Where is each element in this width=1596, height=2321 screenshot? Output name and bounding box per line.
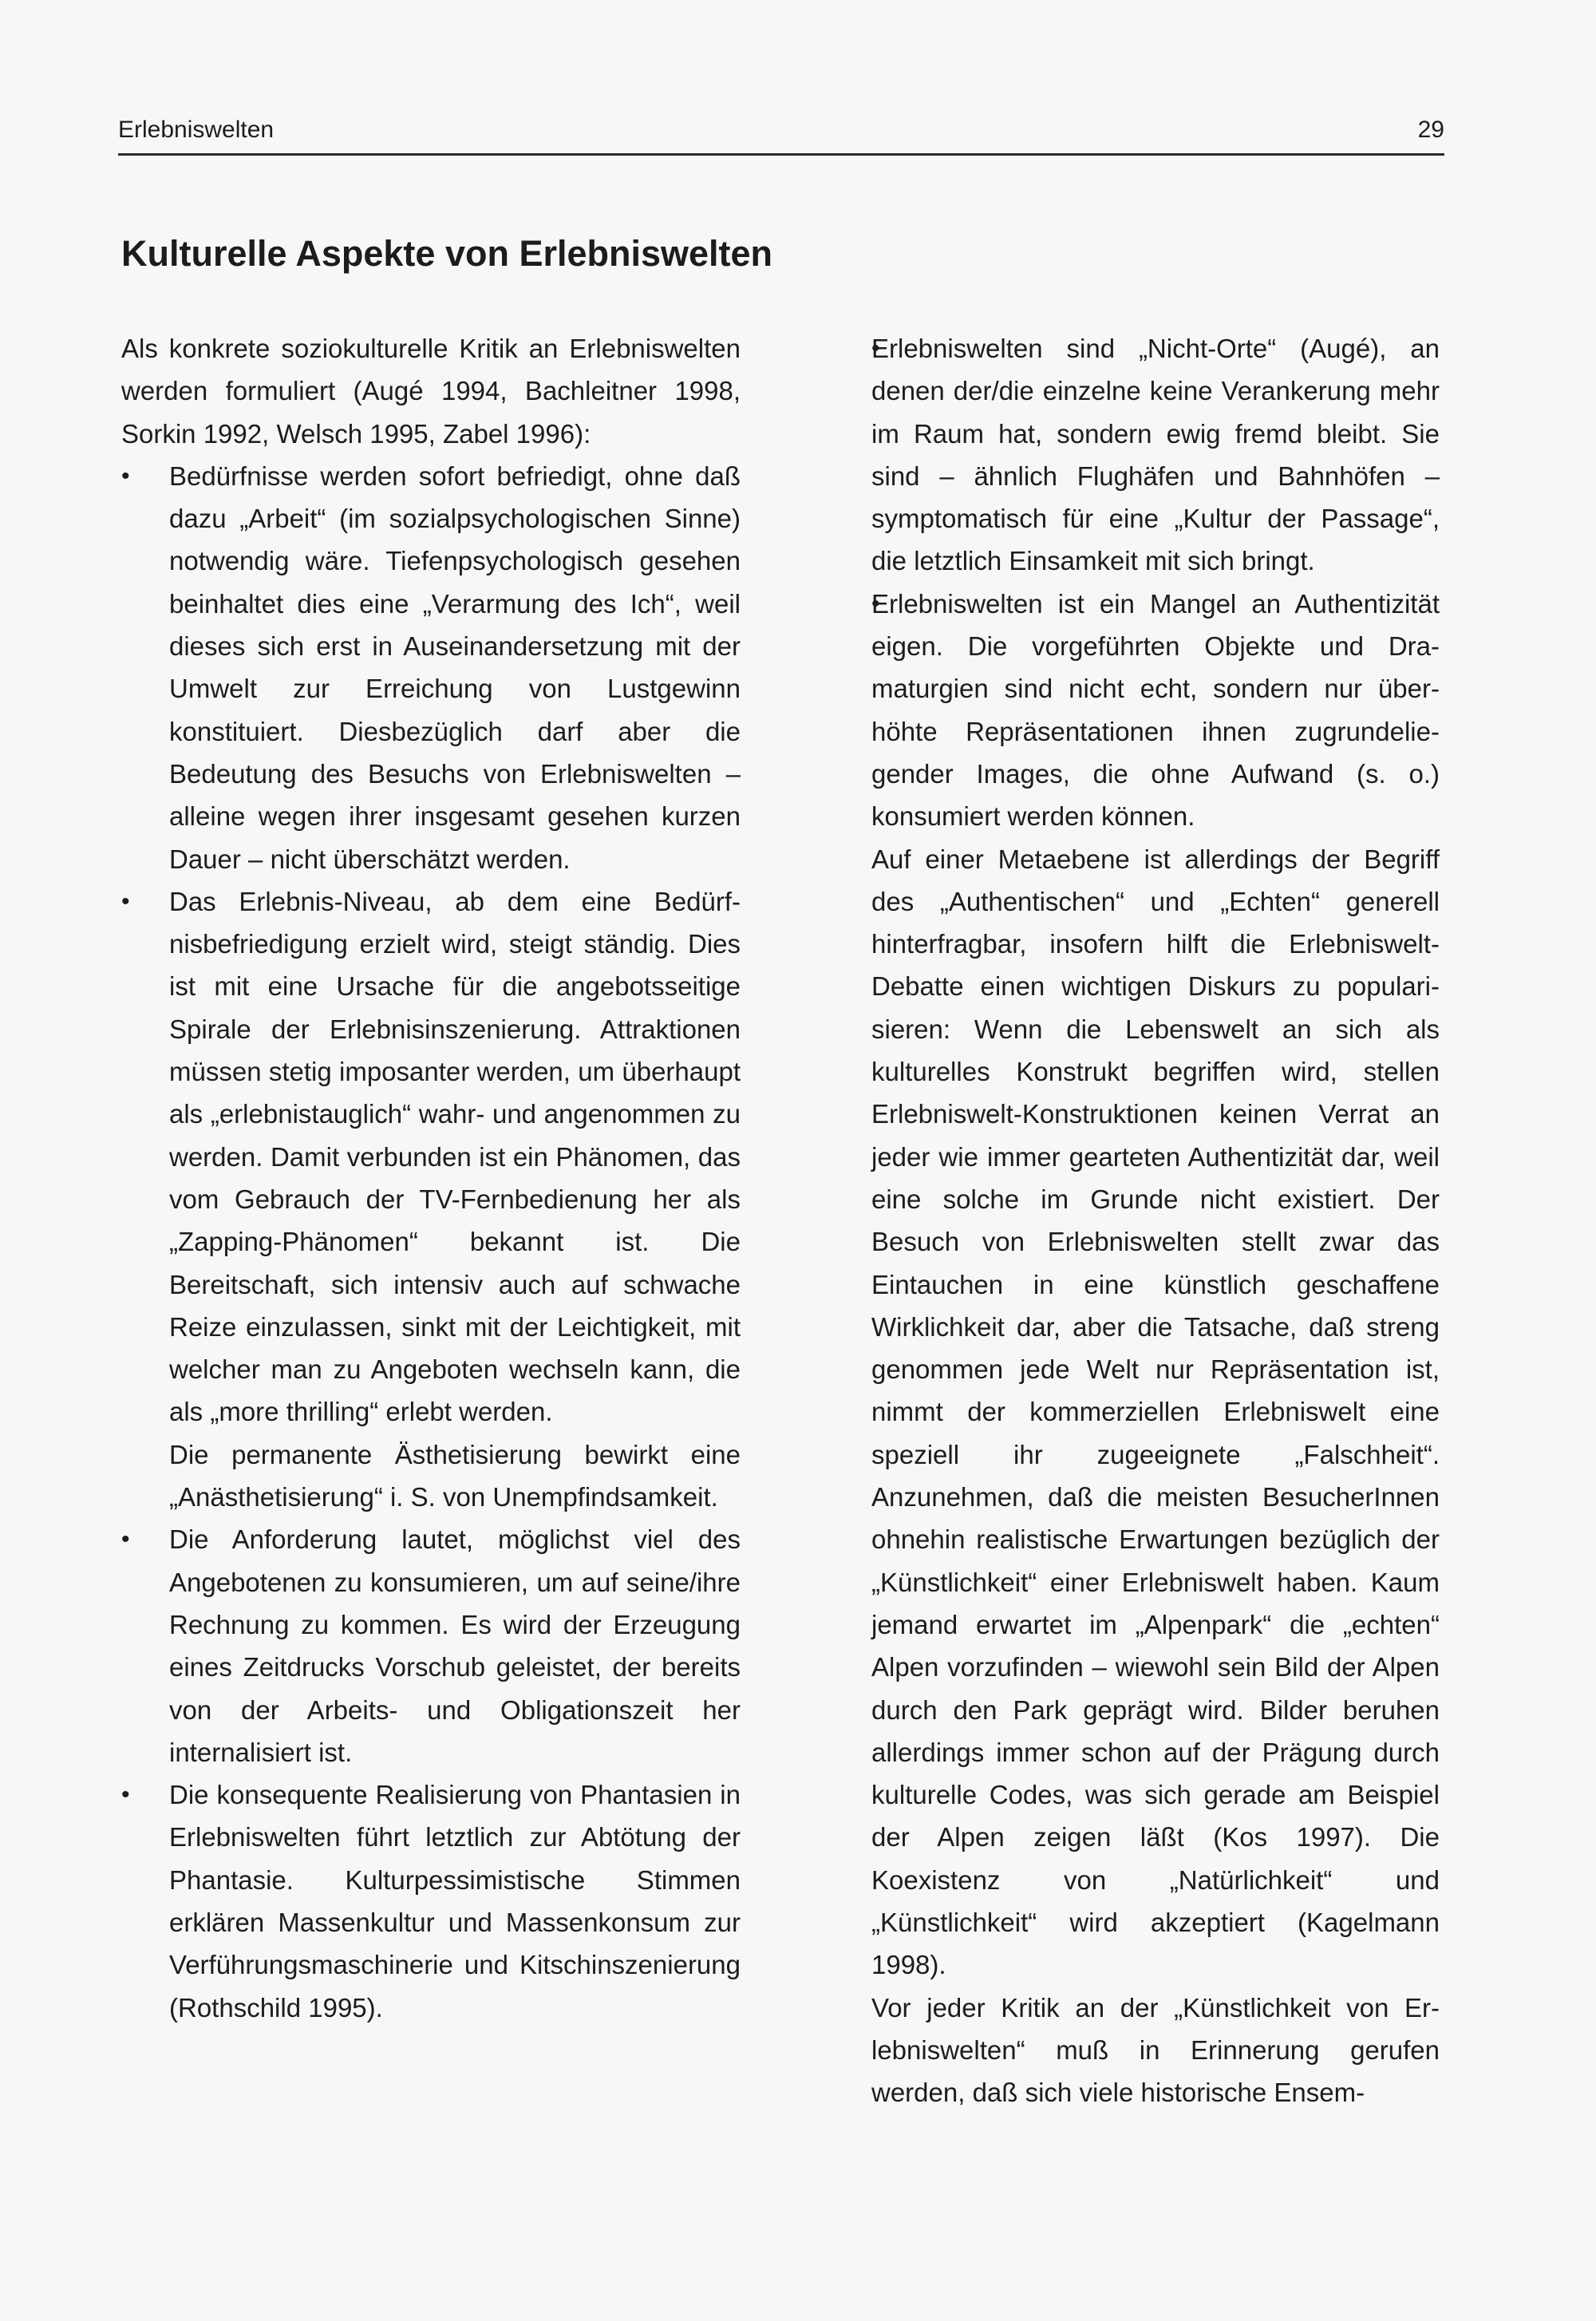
right-bullet-list <box>871 327 1440 838</box>
bullet-item: • Bedürfnisse werden sofort befriedigt, ohne daß dazu „Arbeit“ (im sozialpsychologischen Sinne) notwendig wäre. Tiefenpsychologisch gesehen beinhaltet dies eine „Verarmung des Ich“, weil dieses sich erst in Auseinandersetzung mit der Umwelt zur Erreichung von Lustgewinn konstituiert. Diesbezüglich darf aber die Bedeutung des Besuchs von Erlebniswelten – alleine wegen ihrer insgesamt gesehen kurzen Dauer – nicht überschätzt werden. <box>121 455 741 880</box>
section-title: Kulturelle Aspekte von Erlebniswelten <box>121 233 773 274</box>
right-column <box>871 327 1440 2113</box>
left-bullet-list <box>121 455 741 1433</box>
bullet-item: • Die Anforderung lautet, möglichst viel des Angebotenen zu konsumieren, um auf seine/ihre Rechnung zu kommen. Es wird der Erzeugung eines Zeitdrucks Vorschub geleistet, der bereits von der Arbeits- und Obligationszeit her internalisiert ist. <box>121 1518 741 1773</box>
bullet-item: • Erlebniswelten sind „Nicht-Orte“ (Augé), an denen der/die einzelne keine Verankerung mehr im Raum hat, sondern ewig fremd bleibt. Sie sind – ähnlich Flughäfen und Bahnhöfen – symptomatisch für eine „Kultur der Passage“, die letztlich Einsamkeit mit sich bringt. <box>871 327 1440 583</box>
running-title: Erlebniswelten <box>118 117 275 143</box>
running-header <box>118 112 1444 156</box>
body-paragraph: Vor jeder Kritik an der „Künstlichkeit von Erlebniswelten“ muß in Erinnerung gerufen werden, daß sich viele historische Ensem- <box>871 1992 1440 2108</box>
left-column <box>121 327 741 2029</box>
intro-paragraph: Als konkrete soziokulturelle Kritik an Erlebniswelten werden formuliert (Augé 1994, Bachleitner 1998, Sorkin 1992, Welsch 1995, Zabel 1996): <box>121 334 741 449</box>
bullet-item: • Erlebniswelten ist ein Mangel an Authentizität eigen. Die vorgeführten Objekte und Dramaturgien sind nicht echt, sondern nur überhöhte Repräsentationen ihnen zugrundeliegender Images, die ohne Aufwand (s. o.) konsumiert werden können. <box>871 583 1440 838</box>
bullet-item: • Das Erlebnis-Niveau, ab dem eine Bedürfnisbefriedigung erzielt wird, steigt ständig. Dies ist mit eine Ursache für die angebotsseitige Spirale der Erlebnisinszenierung. Attraktionen müssen stetig imposanter werden, um überhaupt als „erlebnistauglich“ wahr- und angenommen zu werden. Damit verbunden ist ein Phänomen, das vom Gebrauch der TV-Fernbedienung her als „Zapping-Phänomen“ bekannt ist. Die Bereitschaft, sich intensiv auch auf schwache Reize einzulassen, sinkt mit der Leichtigkeit, mit welcher man zu Angeboten wechseln kann, die als „more thrilling“ erlebt werden. <box>121 880 741 1433</box>
body-paragraph: Auf einer Metaebene ist allerdings der Begriff des „Authentischen“ und „Echten“ generell hinterfragbar, insofern hilft die Erlebniswelt-Debatte einen wichtigen Diskurs zu popularisieren: Wenn die Lebenswelt an sich als kulturelles Konstrukt begriffen wird, stellen Erlebniswelt-Konstruktionen keinen Verrat an jeder wie immer gearteten Authentizität dar, weil eine solche im Grunde nicht existiert. Der Besuch von Erlebniswelten stellt zwar das Eintauchen in eine künstlich geschaffene Wirklichkeit dar, aber die Tatsache, daß streng genommen jede Welt nur Repräsentation ist, nimmt der kommerziellen Erlebniswelt eine speziell ihr zugeeignete „Falschheit“. Anzunehmen, daß die meisten BesucherInnen ohnehin realistische Erwartungen bezüglich der „Künstlichkeit“ einer Erlebniswelt haben. Kaum jemand erwartet im „Alpenpark“ die „echten“ Alpen vorzufinden – wiewohl sein Bild der Alpen durch den Park geprägt wird. Bilder beruhen allerdings immer schon auf der Prägung durch kulturelle Codes, was sich gerade am Beispiel der Alpen zeigen läßt (Kos 1997). Die Koexistenz von „Natürlichkeit“ und „Künstlichkeit“ wird akzeptiert (Kagelmann 1998). <box>871 844 1440 1980</box>
bullet-item: • Die konsequente Realisierung von Phantasien in Erlebniswelten führt letztlich zur Abtötung der Phantasie. Kulturpessimistische Stimmen erklären Massenkultur und Massenkonsum zur Verführungsmaschinerie und Kitschinszenierung (Rothschild 1995). <box>121 1773 741 2029</box>
bullet-continuation: Die permanente Ästhetisierung bewirkt eine „Anästhetisierung“ i. S. von Unempfindsamkeit. <box>169 1439 741 1512</box>
page-number: 29 <box>1417 117 1444 143</box>
left-bullet-list-2 <box>121 1518 741 2029</box>
